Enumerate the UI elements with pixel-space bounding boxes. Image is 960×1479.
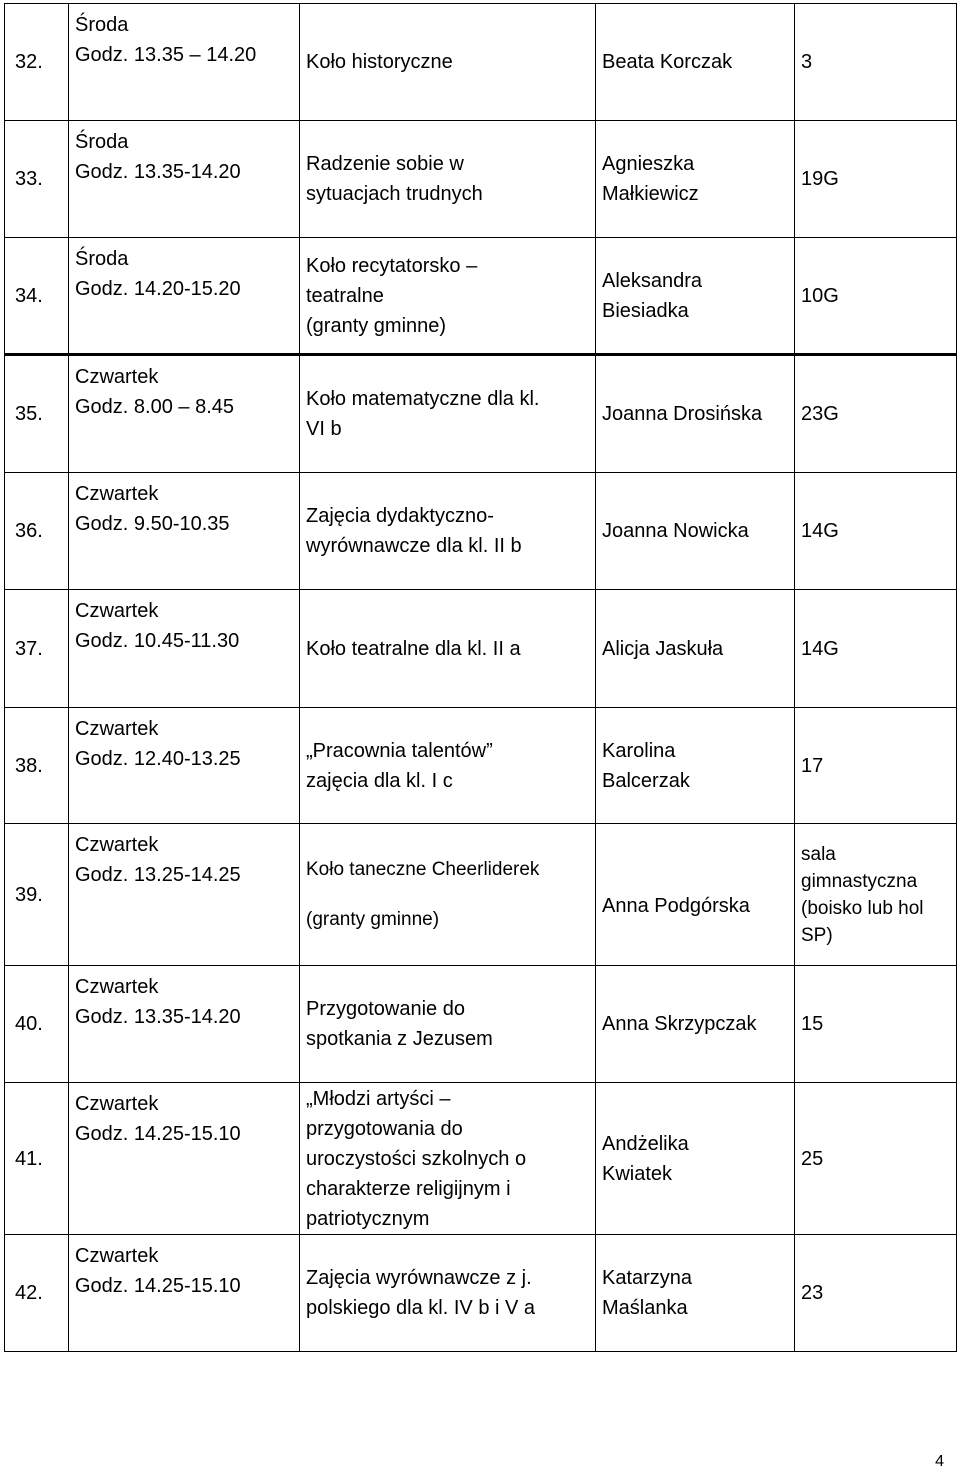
activity-title-line: przygotowania do [306, 1117, 463, 1140]
teacher-line: Katarzyna [602, 1267, 693, 1289]
activity-title-cell [300, 238, 596, 355]
schedule-table [4, 3, 957, 1352]
activity-title-cell [300, 1235, 596, 1352]
day-time-cell [69, 121, 300, 238]
teacher-cell [596, 1235, 795, 1352]
room-cell [795, 121, 957, 238]
teacher-line: Beata Korczak [602, 51, 733, 73]
activity-title-cell [300, 590, 596, 708]
room-line: sala [801, 843, 836, 865]
activity-title-line: Koło teatralne dla kl. II a [306, 637, 521, 660]
table-row [5, 121, 957, 238]
table-row [5, 4, 957, 121]
activity-title-line: „Pracownia talentów” [306, 739, 493, 762]
time: Godz. 14.25-15.10 [75, 1123, 241, 1145]
day: Czwartek [75, 366, 159, 388]
day-time-cell [69, 966, 300, 1083]
row-number: 41. [5, 1083, 69, 1235]
teacher-line: Alicja Jaskuła [602, 637, 724, 660]
time: Godz. 13.25-14.25 [75, 864, 241, 886]
activity-title-line: charakterze religijnym i [306, 1177, 511, 1200]
activity-title-line: (granty gminne) [306, 314, 447, 337]
room-line: (boisko lub hol [801, 897, 924, 919]
table-row [5, 824, 957, 966]
activity-title-line: Zajęcia dydaktyczno- [306, 505, 494, 527]
activity-title-line: Koło taneczne Cheerliderek [306, 858, 540, 880]
day-time-cell [69, 1083, 300, 1235]
table-row [5, 966, 957, 1083]
row-number: 32. [5, 4, 69, 121]
room-line: 15 [801, 1013, 824, 1035]
teacher-cell [596, 590, 795, 708]
table-row [5, 1235, 957, 1352]
room-line: 10G [801, 284, 839, 307]
teacher-cell [596, 708, 795, 824]
row-number: 38. [5, 708, 69, 824]
table-row [5, 708, 957, 824]
teacher-cell [596, 238, 795, 355]
teacher-cell [596, 1083, 795, 1235]
day-time-cell [69, 590, 300, 708]
teacher-line: Małkiewicz [602, 183, 699, 205]
day: Czwartek [75, 834, 159, 856]
activity-title-line: „Młodzi artyści – [306, 1087, 451, 1110]
room-line: 14G [801, 520, 839, 542]
day: Środa [75, 131, 129, 153]
teacher-line: Agnieszka [602, 153, 695, 175]
teacher-cell [596, 4, 795, 121]
room-cell [795, 824, 957, 966]
table-row [5, 355, 957, 473]
activity-title-line: teatralne [306, 284, 384, 307]
day: Czwartek [75, 976, 159, 998]
room-line: 19G [801, 168, 839, 190]
teacher-line: Joanna Nowicka [602, 520, 749, 542]
room-cell [795, 238, 957, 355]
row-number: 39. [5, 824, 69, 966]
table-row [5, 590, 957, 708]
day: Środa [75, 14, 129, 36]
activity-title-cell [300, 708, 596, 824]
day-time-cell [69, 824, 300, 966]
day-time-cell [69, 473, 300, 590]
activity-title-line: VI b [306, 418, 342, 440]
time: Godz. 14.20-15.20 [75, 278, 241, 300]
activity-title-line: Koło recytatorsko – [306, 254, 478, 277]
activity-title-cell [300, 355, 596, 473]
activity-title-line: zajęcia dla kl. I c [306, 769, 453, 792]
teacher-cell [596, 966, 795, 1083]
teacher-line: Anna Skrzypczak [602, 1013, 757, 1035]
teacher-line: Andżelika [602, 1132, 689, 1155]
time: Godz. 13.35-14.20 [75, 161, 241, 183]
teacher-cell [596, 824, 795, 966]
room-line: 23G [801, 403, 839, 425]
room-cell [795, 4, 957, 121]
room-cell [795, 1083, 957, 1235]
room-cell [795, 355, 957, 473]
row-number: 36. [5, 473, 69, 590]
room-line: gimnastyczna [801, 870, 918, 892]
table-row [5, 473, 957, 590]
day: Czwartek [75, 1093, 159, 1115]
row-number: 35. [5, 355, 69, 473]
teacher-line: Anna Podgórska [602, 894, 750, 917]
row-number: 42. [5, 1235, 69, 1352]
day-time-cell [69, 4, 300, 121]
room-cell [795, 590, 957, 708]
table-row [5, 1083, 957, 1235]
activity-title-line: sytuacjach trudnych [306, 183, 483, 205]
activity-title-line: uroczystości szkolnych o [306, 1147, 527, 1170]
activity-title-line: (granty gminne) [306, 908, 440, 930]
activity-title-cell [300, 1083, 596, 1235]
time: Godz. 12.40-13.25 [75, 748, 241, 770]
activity-title-cell [300, 966, 596, 1083]
activity-title-cell [300, 824, 596, 966]
day-time-cell [69, 238, 300, 355]
teacher-line: Maślanka [602, 1297, 688, 1319]
page-number: 4 [935, 1453, 944, 1470]
room-cell [795, 1235, 957, 1352]
activity-title-line: wyrównawcze dla kl. II b [306, 535, 522, 557]
time: Godz. 13.35 – 14.20 [75, 44, 257, 66]
row-number: 34. [5, 238, 69, 355]
teacher-line: Joanna Drosińska [602, 403, 763, 425]
activity-title-cell [300, 4, 596, 121]
activity-title-cell [300, 473, 596, 590]
teacher-cell [596, 473, 795, 590]
day: Czwartek [75, 600, 159, 622]
activity-title-line: polskiego dla kl. IV b i V a [306, 1297, 536, 1319]
room-line: 25 [801, 1147, 824, 1170]
room-line: SP) [801, 924, 833, 946]
activity-title-line: Radzenie sobie w [306, 153, 464, 175]
teacher-line: Kwiatek [602, 1162, 673, 1185]
teacher-line: Balcerzak [602, 769, 690, 792]
room-cell [795, 473, 957, 590]
time: Godz. 10.45-11.30 [75, 630, 240, 652]
room-line: 17 [801, 754, 824, 777]
activity-title-line: Koło matematyczne dla kl. [306, 388, 540, 410]
row-number: 33. [5, 121, 69, 238]
teacher-line: Aleksandra [602, 269, 703, 292]
time: Godz. 8.00 – 8.45 [75, 396, 235, 418]
room-cell [795, 966, 957, 1083]
time: Godz. 13.35-14.20 [75, 1006, 241, 1028]
activity-title-line: Przygotowanie do [306, 998, 465, 1020]
teacher-line: Karolina [602, 739, 676, 762]
activity-title-line: spotkania z Jezusem [306, 1028, 493, 1050]
time: Godz. 9.50-10.35 [75, 513, 230, 535]
room-cell [795, 708, 957, 824]
day: Czwartek [75, 1245, 159, 1267]
room-line: 23 [801, 1282, 824, 1304]
day-time-cell [69, 708, 300, 824]
day-time-cell [69, 355, 300, 473]
day: Środa [75, 248, 129, 270]
room-line: 3 [801, 51, 813, 73]
activity-title-line: Koło historyczne [306, 51, 453, 73]
teacher-line: Biesiadka [602, 299, 689, 322]
activity-title-line: patriotycznym [306, 1207, 430, 1230]
room-line: 14G [801, 637, 839, 660]
day: Czwartek [75, 483, 159, 505]
time: Godz. 14.25-15.10 [75, 1275, 241, 1297]
table-row [5, 238, 957, 355]
teacher-cell [596, 121, 795, 238]
activity-title-cell [300, 121, 596, 238]
teacher-cell [596, 355, 795, 473]
day: Czwartek [75, 718, 159, 740]
row-number: 40. [5, 966, 69, 1083]
day-time-cell [69, 1235, 300, 1352]
row-number: 37. [5, 590, 69, 708]
activity-title-line: Zajęcia wyrównawcze z j. [306, 1267, 532, 1289]
